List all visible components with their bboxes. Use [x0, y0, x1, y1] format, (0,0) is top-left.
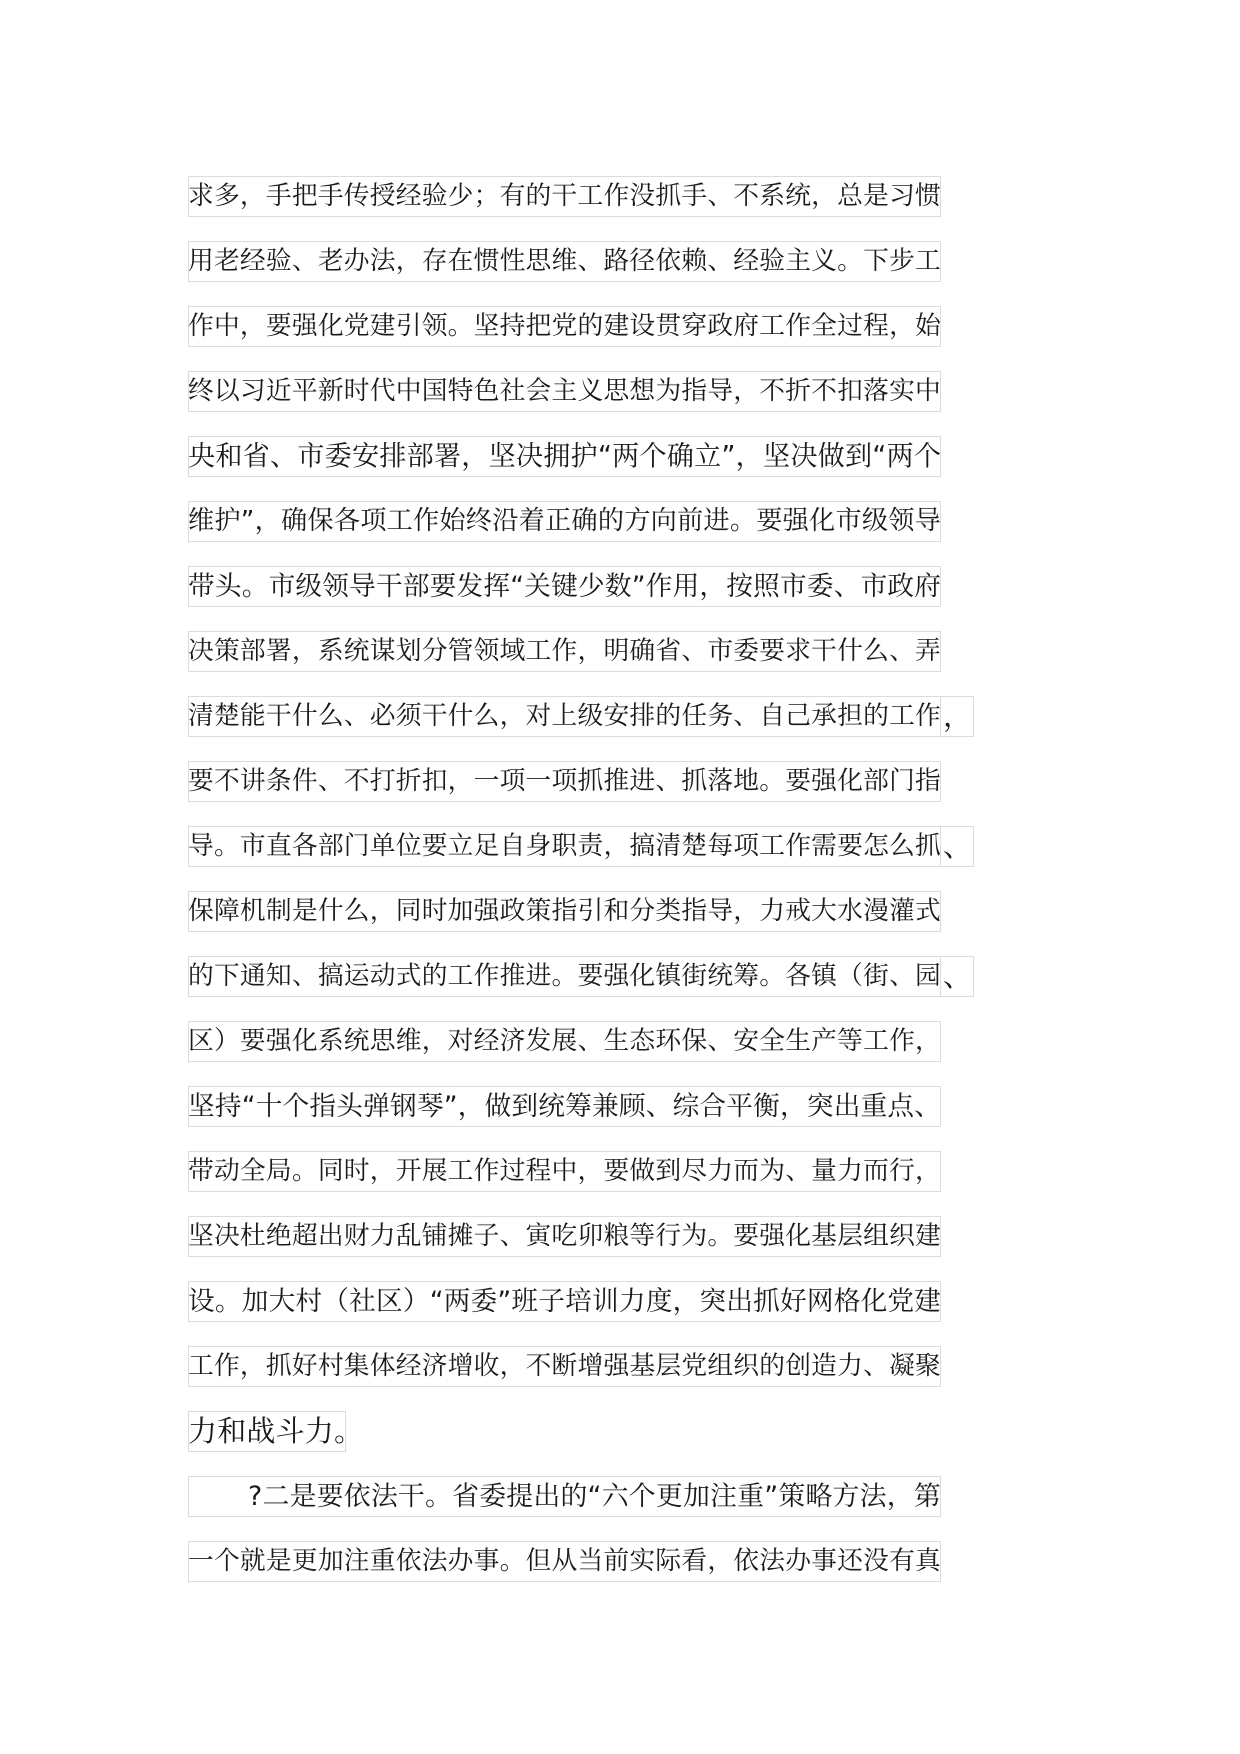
text-line-content: 坚决杜绝超出财力乱铺摊子、寅吃卯粮等行为。要强化基层组织建: [188, 1221, 942, 1251]
text-line: [188, 820, 1088, 885]
text-line: [188, 170, 1088, 235]
text-line-content: 央和省、市委安排部署，坚决拥护“两个确立”，坚决做到“两个: [188, 441, 942, 472]
text-line: [188, 1405, 1088, 1470]
text-line-content: 带动全局。同时，开展工作过程中，要做到尽力而为、量力而行，: [188, 1156, 942, 1186]
text-line-content: 维护”，确保各项工作始终沿着正确的方向前进。要强化市级领导: [188, 506, 942, 536]
text-line-content: 带头。市级领导干部要发挥“关键少数”作用，按照市委、市政府: [188, 571, 942, 602]
text-line: [188, 885, 1088, 950]
text-line: [188, 560, 1088, 625]
text-line: [188, 365, 1088, 430]
text-line: [188, 625, 1088, 690]
text-line: [188, 235, 1088, 300]
text-line-content: 坚持“十个指头弹钢琴”，做到统筹兼顾、综合平衡，突出重点、: [188, 1091, 942, 1122]
overflow-punctuation: 、: [943, 829, 973, 863]
text-line-content: 工作，抓好村集体经济增收，不断增强基层党组织的创造力、凝聚: [188, 1351, 942, 1381]
text-line-content: 要不讲条件、不打折扣，一项一项抓推进、抓落地。要强化部门指: [188, 766, 942, 796]
text-line-content: 终以习近平新时代中国特色社会主义思想为指导，不折不扣落实中: [188, 376, 942, 406]
text-line: [188, 1275, 1088, 1340]
text-line-content: 作中，要强化党建引领。坚持把党的建设贯穿政府工作全过程，始: [188, 311, 942, 341]
text-line: [188, 1145, 1088, 1210]
text-line-content: 区）要强化系统思维，对经济发展、生态环保、安全生产等工作，: [188, 1026, 942, 1056]
text-line: [188, 1015, 1088, 1080]
text-line: [188, 430, 1088, 495]
overflow-punctuation: 、: [943, 959, 973, 993]
body-text: [188, 170, 1088, 1600]
text-line-content: 清楚能干什么、必须干什么，对上级安排的任务、自己承担的工作: [188, 701, 942, 731]
text-line: [188, 1080, 1088, 1145]
text-line: [188, 690, 1088, 755]
text-line: [188, 495, 1088, 560]
text-line-content: 导。市直各部门单位要立足自身职责，搞清楚每项工作需要怎么抓: [188, 831, 942, 861]
overflow-punctuation: ，: [943, 699, 973, 733]
text-line-content: 力和战斗力。: [188, 1414, 364, 1448]
text-line-content: 保障机制是什么，同时加强政策指引和分类指导，力戒大水漫灌式: [188, 896, 942, 926]
text-line: [188, 1470, 1088, 1535]
text-line: [188, 1340, 1088, 1405]
text-line-content: 的下通知、搞运动式的工作推进。要强化镇街统筹。各镇（街、园: [188, 961, 942, 991]
text-line: [188, 1535, 1088, 1600]
text-line: [188, 300, 1088, 365]
text-line-content: 设。加大村（社区）“两委”班子培训力度，突出抓好网格化党建: [188, 1286, 942, 1317]
text-line-content: 一个就是更加注重依法办事。但从当前实际看，依法办事还没有真: [188, 1546, 942, 1576]
text-line-content: 求多，手把手传授经验少；有的干工作没抓手、不系统，总是习惯: [188, 181, 942, 211]
text-line-content: 决策部署，系统谋划分管领域工作，明确省、市委要求干什么、弄: [188, 636, 942, 666]
text-line: [188, 755, 1088, 820]
text-line: [188, 1210, 1088, 1275]
text-line: [188, 950, 1088, 1015]
text-line-content: ?二是要依法干。省委提出的“六个更加注重”策略方法，第: [248, 1481, 941, 1512]
text-line-content: 用老经验、老办法，存在惯性思维、路径依赖、经验主义。下步工: [188, 246, 942, 276]
